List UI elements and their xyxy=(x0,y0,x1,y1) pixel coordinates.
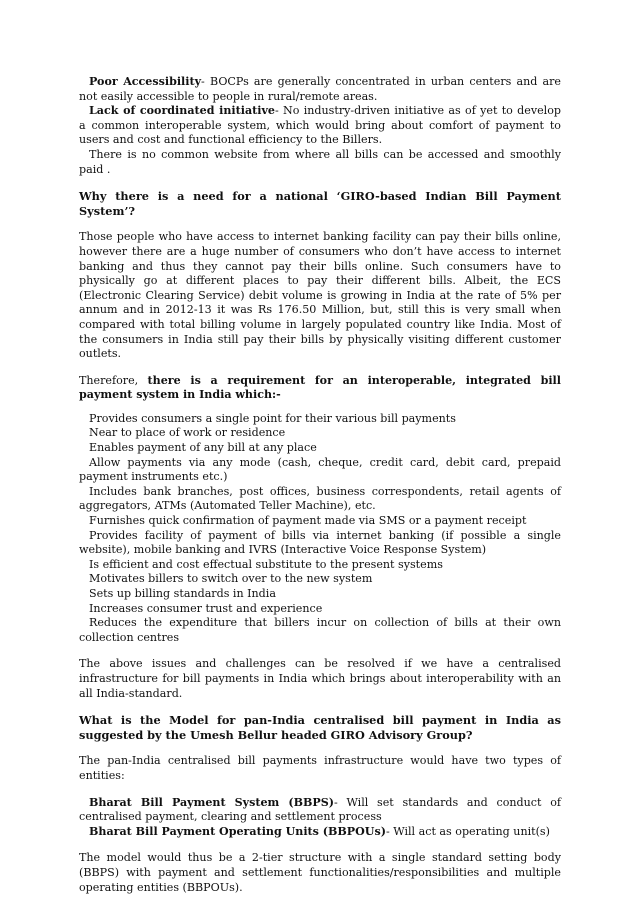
list-item: Furnishes quick confirmation of payment made via SMS or a payment receipt xyxy=(89,514,527,528)
list-item: Near to place of work or residence xyxy=(89,426,286,440)
lead-text: Therefore, xyxy=(79,373,148,387)
intro-item-title: Lack of coordinated initiative xyxy=(89,104,275,118)
body-paragraph: The model would thus be a 2-tier structure with a single standard setting body (BBPS) with payment and settlement functionalities/responsibilities and multiple operating entities (BBPOUs). xyxy=(79,851,561,894)
list-item: Sets up billing standards in India xyxy=(89,587,276,600)
entity-title: Bharat Bill Payment System (BBPS) xyxy=(89,795,334,809)
intro-item: There is no common website from where all bills can be accessed and smoothly paid . xyxy=(79,147,561,176)
intro-item xyxy=(79,75,561,104)
list-item: Reduces the expenditure that billers incur on collection of bills at their own collection centres xyxy=(79,616,561,644)
list-item: Increases consumer trust and experience xyxy=(89,601,323,615)
lead-paragraph xyxy=(79,374,561,403)
list-item: Provides facility of payment of bills via internet banking (if possible a single website), mobile banking and IVRS (Interactive Voice Response System) xyxy=(79,528,561,557)
entity-text: - Will act as operating unit(s) xyxy=(385,824,550,838)
intro-item-text: - No industry-driven initiative as of yet to develop a common interoperable system, which would bring about comfort of payment to users and cost and functional efficiency to the Billers. xyxy=(79,104,562,147)
entity-text: - Will set standards and conduct of centralised payment, clearing and settlement process xyxy=(79,795,561,824)
list-item: Allow payments via any mode (cash, cheque, credit card, debit card, prepaid payment instruments etc.) xyxy=(79,455,561,484)
body-paragraph: The above issues and challenges can be resolved if we have a centralised infrastructure for bill payments in India which brings about interoperability with an all India-standard. xyxy=(79,657,561,700)
list-item: Motivates billers to switch over to the new system xyxy=(89,572,373,586)
document-page xyxy=(79,75,561,895)
section-heading: What is the Model for pan-India centralised bill payment in India as suggested by the Umesh Bellur headed GIRO Advisory Group? xyxy=(79,713,561,742)
section-heading: Why there is a need for a national ‘GIRO-based Indian Bill Payment System’? xyxy=(79,189,561,218)
lead-bold-text: there is a requirement for an interoperable, integrated bill payment system in India which:- xyxy=(79,373,561,402)
entity-item xyxy=(79,796,561,825)
list-item: Enables payment of any bill at any place xyxy=(89,441,317,455)
list-item: Provides consumers a single point for their various bill payments xyxy=(89,411,456,425)
entity-title: Bharat Bill Payment Operating Units (BBPOUs) xyxy=(89,824,386,838)
list-item: Includes bank branches, post offices, business correspondents, retail agents of aggregators, ATMs (Automated Teller Machine), etc. xyxy=(79,484,561,513)
list-item: Is efficient and cost effectual substitute to the present systems xyxy=(89,557,443,571)
intro-item xyxy=(79,104,561,148)
entity-item xyxy=(79,825,561,840)
intro-item-text: - BOCPs are generally concentrated in urban centers and are not easily accessible to people in rural/remote areas. xyxy=(79,75,561,103)
body-paragraph: The pan-India centralised bill payments infrastructure would have two types of entities: xyxy=(79,754,561,782)
body-paragraph: Those people who have access to internet banking facility can pay their bills online, however there are a huge number of consumers who don’t have access to internet banking and thus they cannot pay their bills online. Such consumers have to physically go at different places to pay their different bills. Albeit, the ECS (Electronic Clearing Service) debit volume is growing in India at the rate of 5% per annum and in 2012-13 it was Rs 176.50 Million, but, still this is very small when compared with total billing volume in largely populated country like India. Most of the consumers in India still pay their bills by physically visiting different customer outlets. xyxy=(79,230,561,361)
intro-item-title: Poor Accessibility xyxy=(89,75,202,88)
